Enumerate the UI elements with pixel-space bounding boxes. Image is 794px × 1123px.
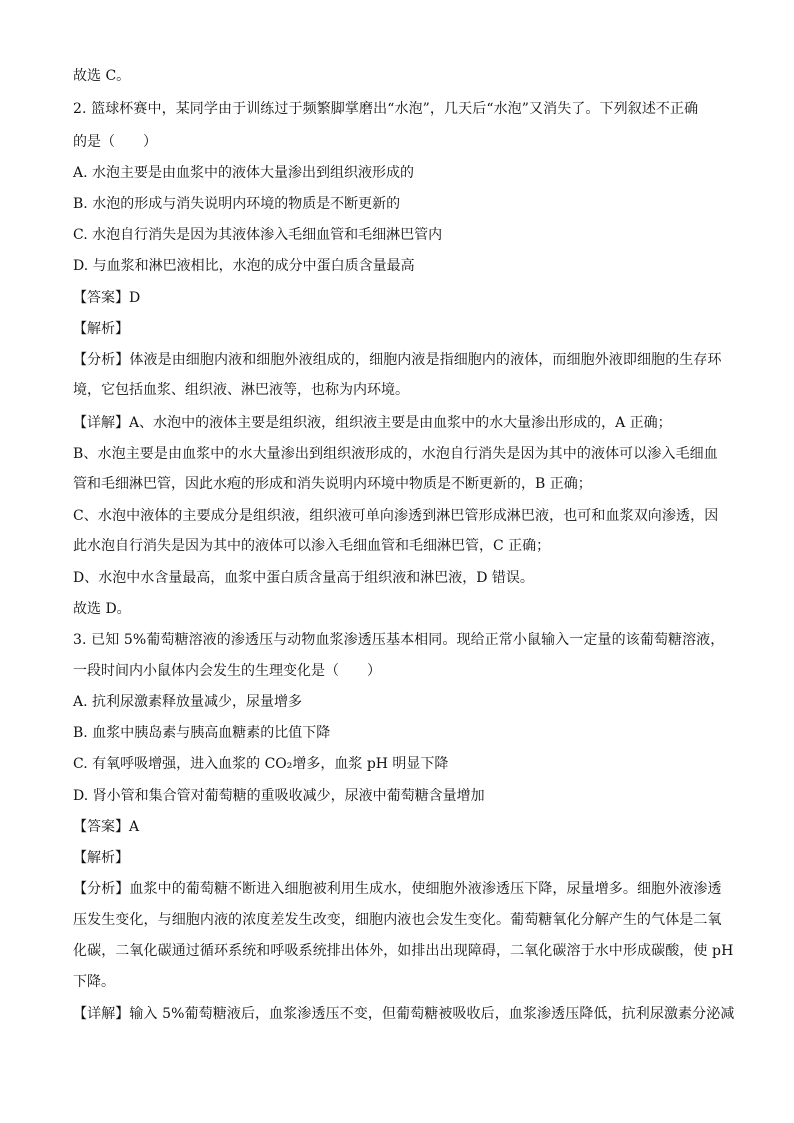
- analysis-heading: 【解析】: [73, 850, 129, 866]
- question-3-option-c: C. 有氧呼吸增强，进入血浆的 CO₂增多，血浆 pH 明显下降: [73, 756, 449, 772]
- detail-line: 【详解】A、水泡中的液体主要是组织液，组织液主要是由血浆中的水大量渗出形成的，A 正确；: [73, 415, 672, 431]
- question-3-stem-line-1: 3. 已知 5%葡萄糖溶液的渗透压与动物血浆渗透压基本相同。现给正常小鼠输入一定量的该葡萄糖溶液，: [73, 632, 725, 648]
- detail-line: B、水泡主要是由血浆中的水大量渗出到组织液形成的，水泡自行消失是因为其中的液体可以渗入毛细血: [73, 446, 718, 462]
- analysis-line: 压发生变化，与细胞内液的浓度差发生改变，细胞内液也会发生变化。葡萄糖氧化分解产生的气体是二氧: [73, 912, 722, 928]
- detail-line: D、水泡中水含量最高，血浆中蛋白质含量高于组织液和淋巴液，D 错误。: [73, 570, 534, 586]
- analysis-line: 化碳，二氧化碳通过循环系统和呼吸系统排出体外，如排出出现障碍，二氧化碳溶于水中形成碳酸，使 pH: [73, 943, 734, 959]
- question-2-option-a: A. 水泡主要是由血浆中的液体大量渗出到组织液形成的: [73, 165, 415, 181]
- question-2-option-b: B. 水泡的形成与消失说明内环境的物质是不断更新的: [73, 196, 401, 212]
- question-3-option-d: D. 肾小管和集合管对葡萄糖的重吸收减少，尿液中葡萄糖含量增加: [73, 788, 485, 804]
- question-2-option-d: D. 与血浆和淋巴液相比，水泡的成分中蛋白质含量最高: [73, 258, 415, 274]
- analysis-line: 境，它包括血浆、组织液、淋巴液等，也称为内环境。: [73, 382, 409, 398]
- analysis-heading: 【解析】: [73, 321, 129, 337]
- question-2-option-c: C. 水泡自行消失是因为其液体渗入毛细血管和毛细淋巴管内: [73, 227, 443, 243]
- analysis-line: 下降。: [73, 974, 115, 990]
- question-3-stem-line-2: 一段时间内小鼠体内会发生的生理变化是（ ）: [73, 663, 381, 679]
- question-3-option-a: A. 抗利尿激素释放量减少，尿量增多: [73, 694, 303, 710]
- detail-line: 【详解】输入 5%葡萄糖液后，血浆渗透压不变，但葡萄糖被吸收后，血浆渗透压降低，抗利尿激素分泌减: [73, 1006, 735, 1022]
- analysis-line: 【分析】体液是由细胞内液和细胞外液组成的，细胞内液是指细胞内的液体，而细胞外液即细胞的生存环: [73, 352, 722, 368]
- detail-line: 此水泡自行消失是因为其中的液体可以渗入毛细血管和毛细淋巴管，C 正确；: [73, 538, 551, 554]
- conclusion-line: 故选 D。: [73, 601, 131, 617]
- question-2-stem-line-2: 的是（ ）: [73, 134, 157, 150]
- detail-line: C、水泡中液体的主要成分是组织液，组织液可单向渗透到淋巴管形成淋巴液，也可和血浆双向渗透，因: [73, 508, 719, 524]
- answer-label: 【答案】D: [73, 290, 141, 306]
- analysis-line: 【分析】血浆中的葡萄糖不断进入细胞被利用生成水，使细胞外液渗透压下降，尿量增多。细胞外液渗透: [73, 881, 722, 897]
- question-3-option-b: B. 血浆中胰岛素与胰高血糖素的比值下降: [73, 725, 331, 741]
- answer-label: 【答案】A: [73, 819, 140, 835]
- detail-line: 管和毛细淋巴管，因此水疱的形成和消失说明内环境中物质是不断更新的，B 正确；: [73, 476, 592, 492]
- text-line: 故选 C。: [73, 68, 131, 84]
- question-2-stem-line-1: 2. 篮球杯赛中，某同学由于训练过于频繁脚掌磨出“水泡”，几天后“水泡”又消失了。下列叙述不正确: [73, 101, 699, 117]
